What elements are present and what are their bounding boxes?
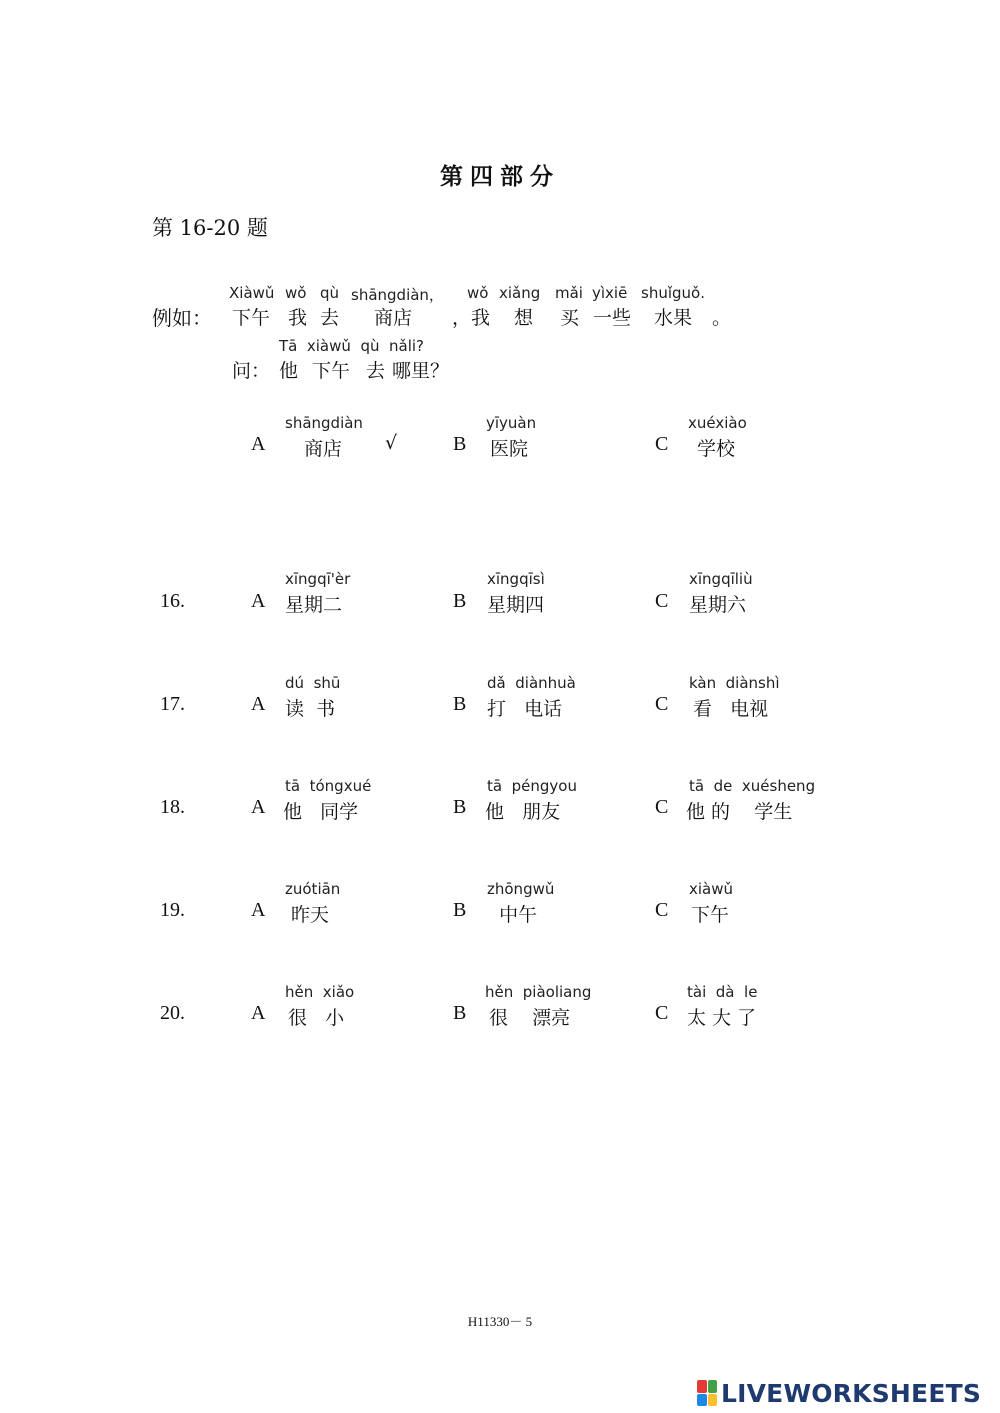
example-pinyin-8: yìxiē <box>592 284 628 302</box>
example-option-c-pinyin: xuéxiào <box>688 414 747 432</box>
example-hanzi-1: 下午 <box>232 307 271 329</box>
q17-option-c-pinyin: kàn diànshì <box>689 674 780 692</box>
example-hanzi-3: 去 <box>320 307 340 329</box>
liveworksheets-logo-text: LIVEWORKSHEETS <box>721 1378 982 1408</box>
q19-option-b-hanzi[interactable]: 中午 <box>487 904 538 926</box>
q16-option-c-hanzi[interactable]: 星期六 <box>689 594 747 616</box>
q18-option-a-hanzi[interactable]: 他 同学 <box>283 801 359 823</box>
q18-option-c-pinyin: tā de xuésheng <box>689 777 816 795</box>
example-question-hanzi-3: 去 <box>366 360 386 382</box>
section-title: 第四部分 <box>440 163 560 190</box>
q17-option-b-hanzi[interactable]: 打 电话 <box>487 698 563 720</box>
example-question-hanzi-4: 哪里？ <box>392 360 450 382</box>
example-question-label: 问： <box>232 360 271 382</box>
example-hanzi-7: 买 <box>560 307 580 329</box>
q20-option-a-letter: A <box>251 1002 266 1024</box>
q18-option-b-pinyin: tā péngyou <box>487 777 577 795</box>
example-pinyin-4: shāngdiàn， <box>351 286 444 304</box>
q20-option-b-pinyin: hěn piàoliang <box>485 983 592 1001</box>
example-pinyin-5: wǒ <box>467 284 489 302</box>
example-answer-check: √ <box>385 432 398 454</box>
q20-option-a-pinyin: hěn xiǎo <box>285 983 355 1001</box>
question-17-number: 17. <box>160 693 185 715</box>
example-hanzi-4: 商店 <box>374 307 413 329</box>
q17-option-a-pinyin: dú shū <box>285 674 341 692</box>
example-question-pinyin: Tā xiàwǔ qù nǎli? <box>279 337 424 355</box>
q19-option-c-pinyin: xiàwǔ <box>689 880 734 898</box>
example-hanzi-8: 一些 <box>593 307 632 329</box>
question-range: 第 16-20 题 <box>152 216 268 240</box>
example-pinyin-3: qù <box>320 284 340 302</box>
q20-option-c-hanzi[interactable]: 太 大 了 <box>687 1007 757 1029</box>
question-19-number: 19. <box>160 899 185 921</box>
q17-option-c-letter: C <box>655 693 669 715</box>
example-pinyin-7: mǎi <box>555 284 583 302</box>
q16-option-a-letter: A <box>251 590 266 612</box>
q19-option-a-pinyin: zuótiān <box>285 880 341 898</box>
q19-option-b-pinyin: zhōngwǔ <box>487 880 555 898</box>
example-pinyin-6: xiǎng <box>499 284 541 302</box>
q16-option-a-hanzi[interactable]: 星期二 <box>285 594 343 616</box>
q19-option-a-hanzi[interactable]: 昨天 <box>285 904 330 926</box>
q17-option-a-letter: A <box>251 693 266 715</box>
q18-option-b-hanzi[interactable]: 他 朋友 <box>485 801 561 823</box>
example-option-b-pinyin: yīyuàn <box>486 414 537 432</box>
question-16-number: 16. <box>160 590 185 612</box>
q20-option-c-pinyin: tài dà le <box>687 983 758 1001</box>
q16-option-a-pinyin: xīngqī'èr <box>285 570 351 588</box>
q18-option-c-hanzi[interactable]: 他 的 学生 <box>686 801 793 823</box>
example-hanzi-6: 想 <box>514 307 534 329</box>
example-option-c-hanzi: 学校 <box>697 438 736 460</box>
example-hanzi-5: ，我 <box>452 307 491 329</box>
q20-option-b-letter: B <box>453 1002 467 1024</box>
q16-option-c-pinyin: xīngqīliù <box>689 570 753 588</box>
liveworksheets-logo-icon <box>697 1380 717 1406</box>
example-question-hanzi-1: 他 <box>279 360 299 382</box>
question-20-number: 20. <box>160 1002 185 1024</box>
example-option-b-hanzi: 医院 <box>490 438 529 460</box>
q19-option-c-letter: C <box>655 899 669 921</box>
q17-option-a-hanzi[interactable]: 读 书 <box>285 698 336 720</box>
example-pinyin-1: Xiàwǔ <box>229 284 275 302</box>
q18-option-b-letter: B <box>453 796 467 818</box>
q19-option-b-letter: B <box>453 899 467 921</box>
q19-option-a-letter: A <box>251 899 266 921</box>
q17-option-c-hanzi[interactable]: 看 电视 <box>693 698 769 720</box>
q18-option-c-letter: C <box>655 796 669 818</box>
q19-option-c-hanzi[interactable]: 下午 <box>685 904 730 926</box>
liveworksheets-logo <box>697 1378 981 1408</box>
example-option-a-letter: A <box>251 433 266 455</box>
example-hanzi-2: 我 <box>288 307 308 329</box>
example-option-b-letter: B <box>453 433 467 455</box>
example-pinyin-2: wǒ <box>285 284 307 302</box>
q20-option-c-letter: C <box>655 1002 669 1024</box>
example-option-a-pinyin: shāngdiàn <box>285 414 363 432</box>
question-18-number: 18. <box>160 796 185 818</box>
q16-option-c-letter: C <box>655 590 669 612</box>
q16-option-b-hanzi[interactable]: 星期四 <box>487 594 545 616</box>
q16-option-b-pinyin: xīngqīsì <box>487 570 545 588</box>
q16-option-b-letter: B <box>453 590 467 612</box>
example-option-a-hanzi: 商店 <box>304 438 343 460</box>
example-hanzi-9: 水果 <box>654 307 693 329</box>
example-pinyin-9: shuǐguǒ. <box>641 284 705 302</box>
example-label: 例如： <box>152 306 212 330</box>
example-hanzi-10: 。 <box>712 307 732 329</box>
q17-option-b-pinyin: dǎ diànhuà <box>487 674 576 692</box>
example-option-c-letter: C <box>655 433 669 455</box>
q20-option-b-hanzi[interactable]: 很 漂亮 <box>489 1007 571 1029</box>
q17-option-b-letter: B <box>453 693 467 715</box>
q18-option-a-letter: A <box>251 796 266 818</box>
q18-option-a-pinyin: tā tóngxué <box>285 777 372 795</box>
example-question-hanzi-2: 下午 <box>312 360 351 382</box>
page-footer: H11330－ 5 <box>467 1314 533 1329</box>
q20-option-a-hanzi[interactable]: 很 小 <box>288 1007 345 1029</box>
